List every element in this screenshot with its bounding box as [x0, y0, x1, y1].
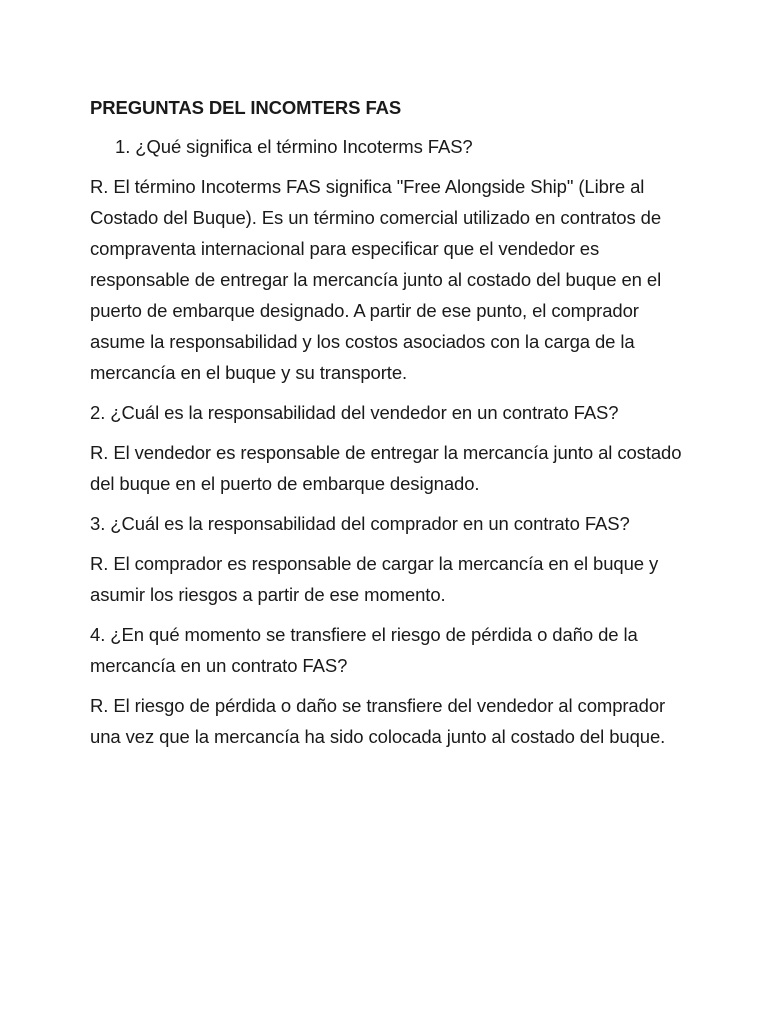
answer-2: R. El vendedor es responsable de entregar la mercancía junto al costado del buque en el puerto de embarque designado. [90, 442, 682, 494]
document-body [90, 92, 690, 761]
question-3: 3. ¿Cuál es la responsabilidad del comprador en un contrato FAS? [90, 513, 630, 534]
answer-4: R. El riesgo de pérdida o daño se transfiere del vendedor al comprador una vez que la mercancía ha sido colocada junto al costado del buque. [90, 695, 666, 747]
answer-1: R. El término Incoterms FAS significa "Free Alongside Ship" (Libre al Costado del Buque). Es un término comercial utilizado en contratos de compraventa internacional para especificar que el vendedor es responsable de entregar la mercancía junto al costado del buque en el puerto de embarque designado. A partir de ese punto, el comprador asume la responsabilidad y los costos asociados con la carga de la mercancía en el buque y su transporte. [90, 176, 662, 383]
question-2: 2. ¿Cuál es la responsabilidad del vendedor en un contrato FAS? [90, 402, 619, 423]
question-4: 4. ¿En qué momento se transfiere el riesgo de pérdida o daño de la mercancía en un contrato FAS? [90, 624, 638, 676]
question-1: 1. ¿Qué significa el término Incoterms FAS? [115, 136, 473, 157]
document-title: PREGUNTAS DEL INCOMTERS FAS [90, 97, 402, 118]
answer-3: R. El comprador es responsable de cargar la mercancía en el buque y asumir los riesgos a partir de ese momento. [90, 553, 659, 605]
